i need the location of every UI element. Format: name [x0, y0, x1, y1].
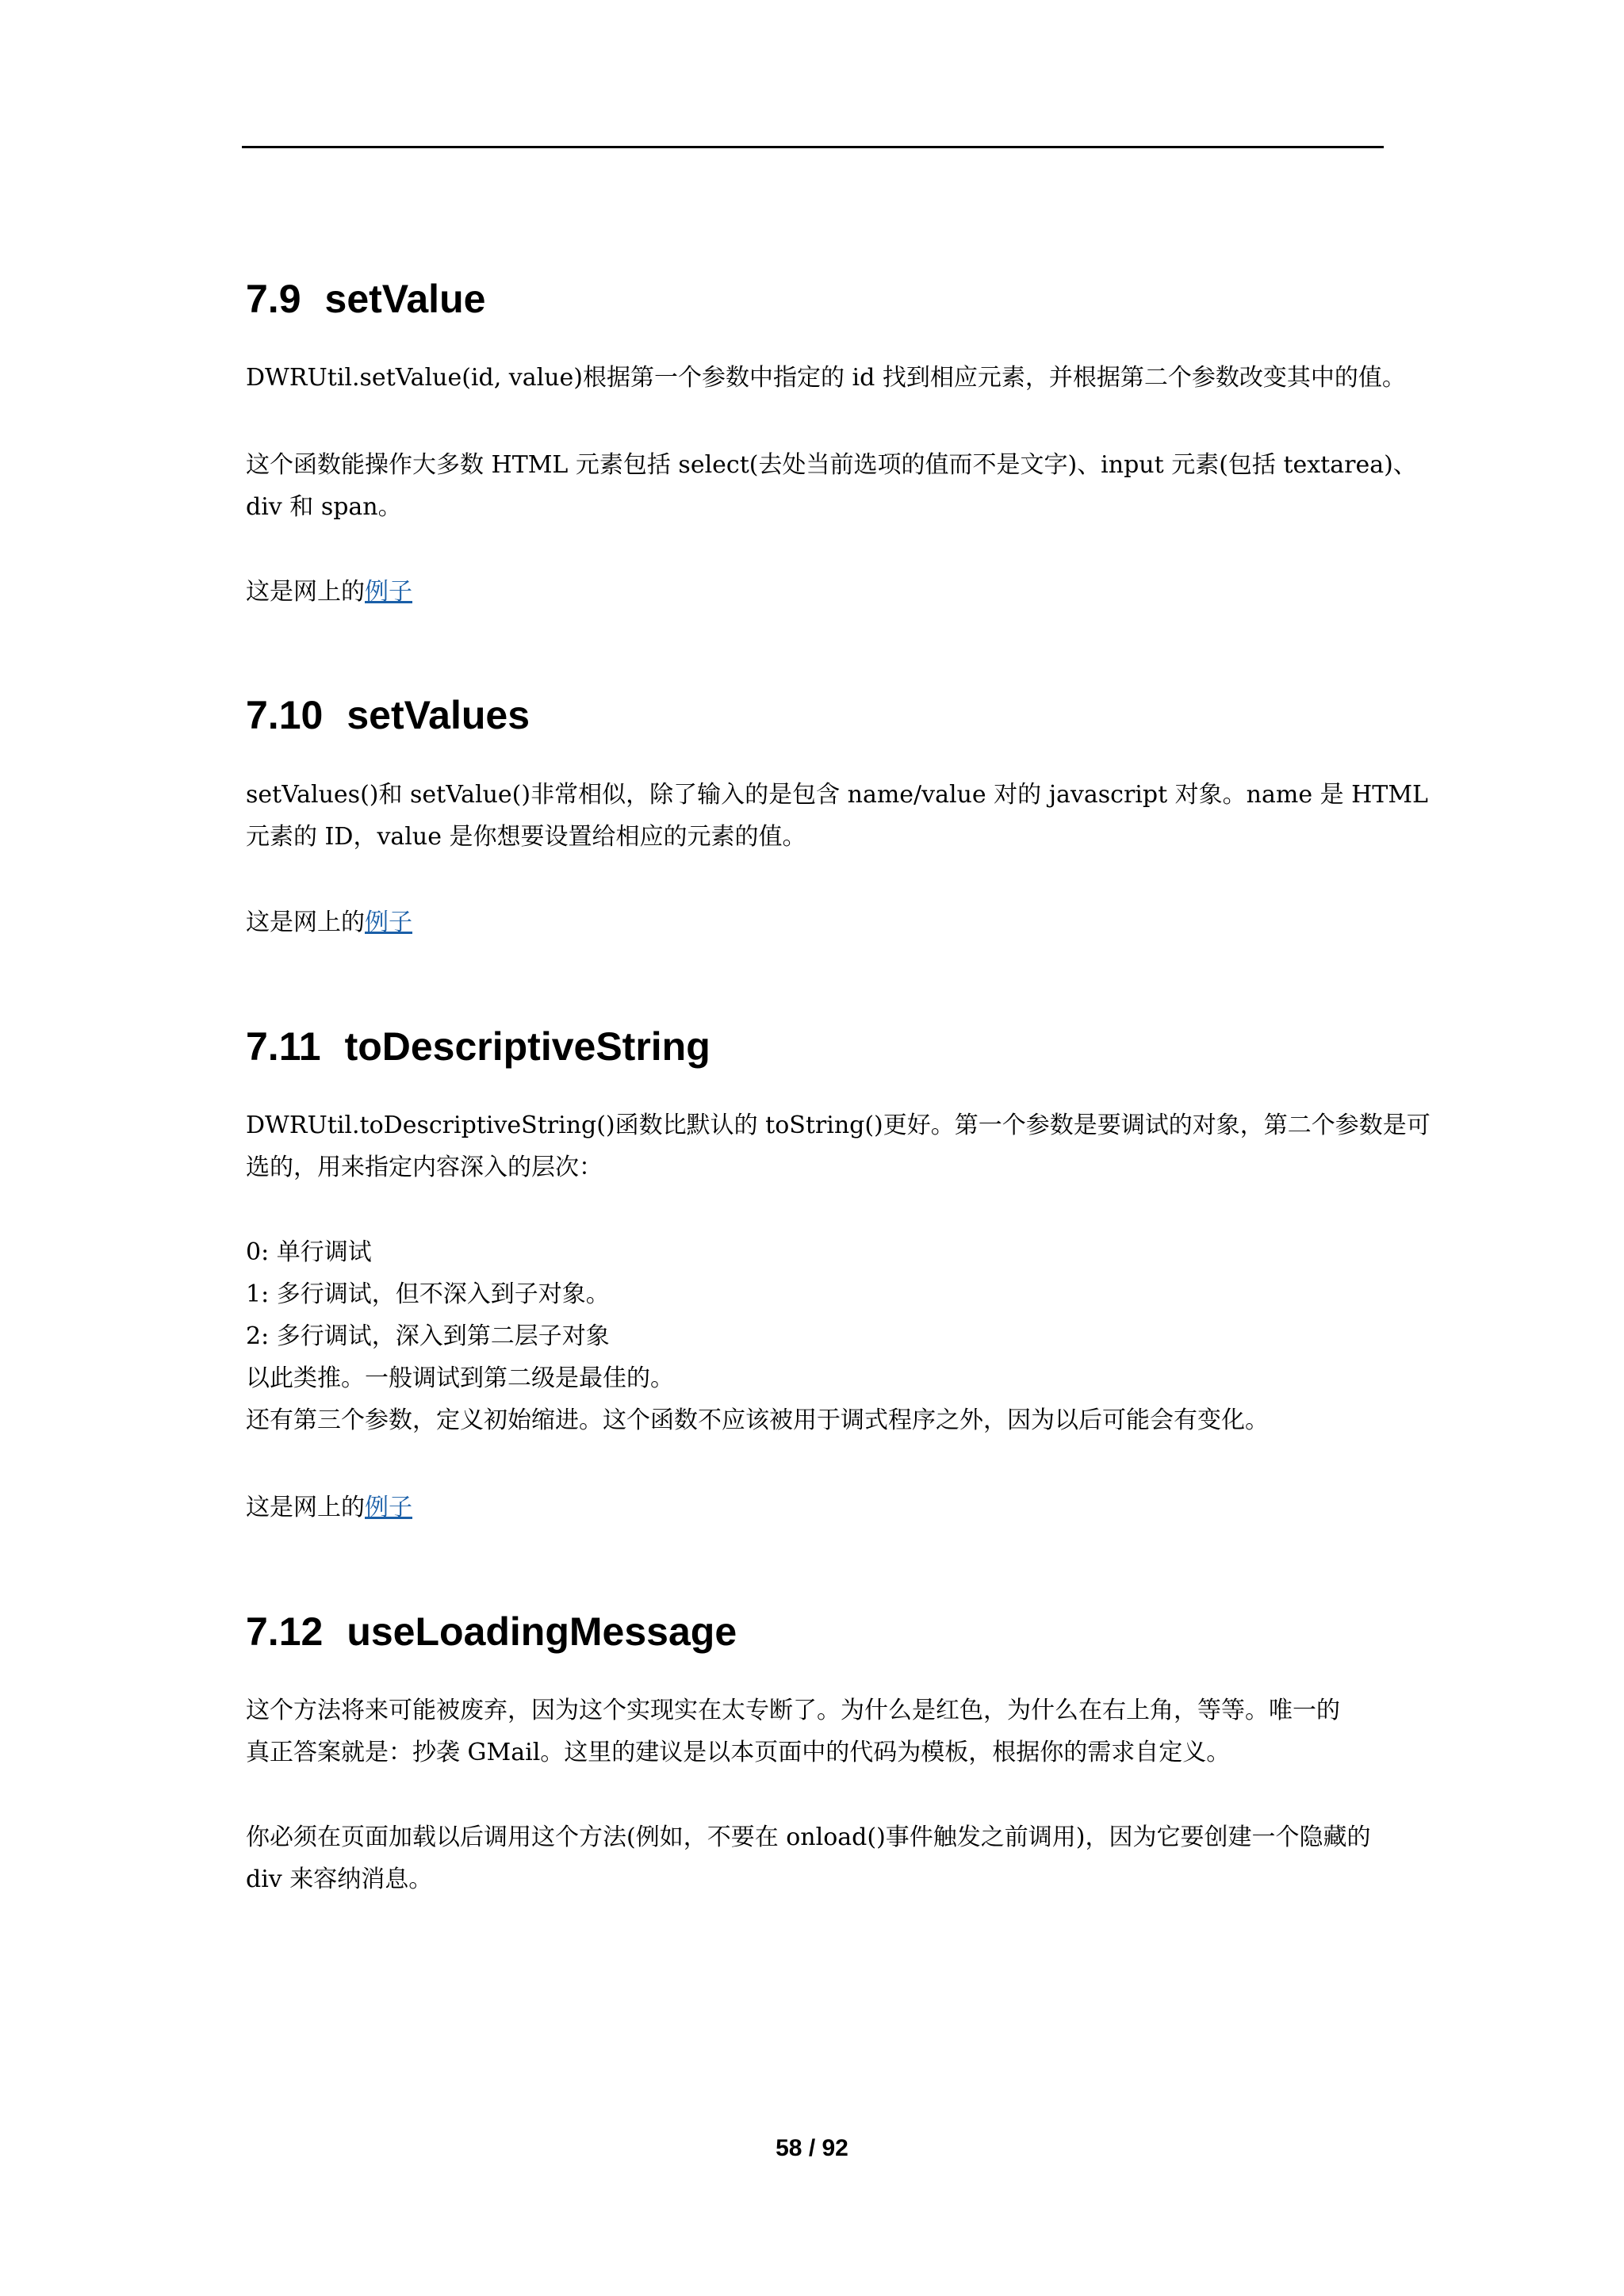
paragraph-line: 还有第三个参数，定义初始缩进。这个函数不应该被用于调式程序之外，因为以后可能会有变化。: [246, 1406, 1269, 1434]
paragraph-line: 元素的 ID，value 是你想要设置给相应的元素的值。: [246, 823, 806, 851]
example-link[interactable]: 例子: [365, 578, 412, 606]
example-prefix: 这是网上的: [246, 1494, 365, 1521]
section-title: setValues: [347, 693, 530, 737]
paragraph: [246, 1816, 1388, 1900]
paragraph-line: 这个函数能操作大多数 HTML 元素包括 select(去处当前选项的值而不是文字)、input 元素(包括 textarea)、: [246, 451, 1417, 479]
paragraph-line: 选的，用来指定内容深入的层次：: [246, 1154, 603, 1181]
paragraph-line: 1: 多行调试，但不深入到子对象。: [246, 1280, 610, 1308]
example-line: [246, 571, 1388, 613]
example-line: [246, 901, 1388, 943]
paragraph: [246, 1689, 1388, 1774]
example-line: [246, 1487, 1388, 1529]
paragraph-line: 你必须在页面加载以后调用这个方法(例如，不要在 onload()事件触发之前调用)，因为它要创建一个隐藏的: [246, 1823, 1371, 1851]
paragraph-line: 真正答案就是：抄袭 GMail。这里的建议是以本页面中的代码为模板，根据你的需求自定义。: [246, 1739, 1231, 1766]
section-heading-7-11: [246, 1023, 710, 1070]
section-number: 7.12: [246, 1609, 324, 1654]
section-heading-7-10: [246, 691, 530, 739]
section-heading-7-9: [246, 275, 485, 323]
example-prefix: 这是网上的: [246, 909, 365, 936]
page-number: 58 / 92: [776, 2135, 848, 2161]
paragraph: [246, 1104, 1431, 1188]
paragraph-line: DWRUtil.setValue(id, value)根据第一个参数中指定的 id 找到相应元素，并根据第二个参数改变其中的值。: [246, 364, 1406, 392]
paragraph-line: 这个方法将来可能被废弃，因为这个实现实在太专断了。为什么是红色，为什么在右上角，等等。唯一的: [246, 1697, 1340, 1724]
paragraph: [246, 774, 1428, 858]
paragraph-line: div 和 span。: [246, 493, 402, 521]
section-title: toDescriptiveString: [344, 1024, 710, 1069]
paragraph: [246, 357, 1406, 399]
section-title: setValue: [324, 277, 486, 321]
header-rule: [242, 146, 1384, 148]
paragraph-line: 0: 单行调试: [246, 1238, 372, 1266]
section-number: 7.10: [246, 693, 324, 737]
paragraph: [246, 444, 1417, 528]
paragraph-line: div 来容纳消息。: [246, 1866, 433, 1893]
section-number: 7.11: [246, 1024, 321, 1069]
paragraph-line: 以此类推。一般调试到第二级是最佳的。: [246, 1364, 674, 1392]
paragraph-line: DWRUtil.toDescriptiveString()函数比默认的 toString()更好。第一个参数是要调试的对象，第二个参数是可: [246, 1112, 1431, 1139]
section-number: 7.9: [246, 277, 301, 321]
paragraph-line: 2: 多行调试，深入到第二层子对象: [246, 1322, 610, 1350]
example-link[interactable]: 例子: [365, 1494, 412, 1521]
example-prefix: 这是网上的: [246, 578, 365, 606]
example-link[interactable]: 例子: [365, 909, 412, 936]
section-heading-7-12: [246, 1608, 737, 1655]
paragraph-line: setValues()和 setValue()非常相似，除了输入的是包含 name/value 对的 javascript 对象。name 是 HTML: [246, 781, 1428, 809]
paragraph: [246, 1231, 1388, 1441]
section-title: useLoadingMessage: [347, 1609, 737, 1654]
